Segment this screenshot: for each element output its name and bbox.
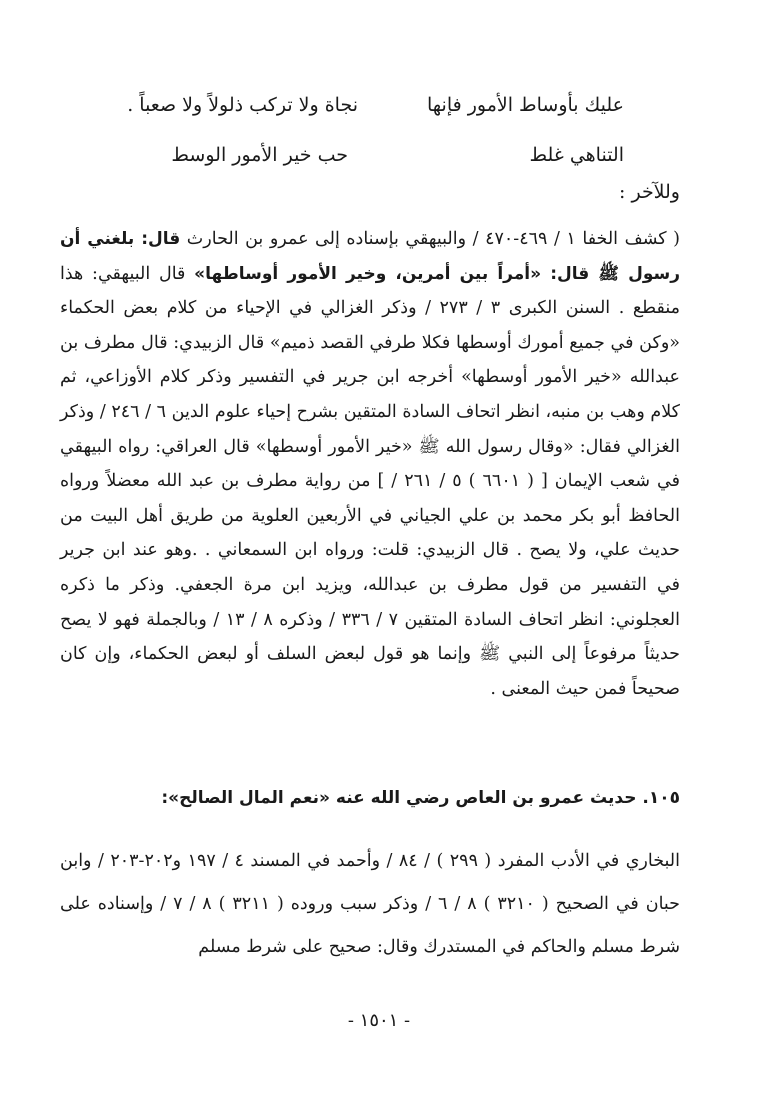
takhrij-text-start: ( كشف الخفا ١ / ٤٦٩-٤٧٠ / والبيهقي بإسناده إلى عمرو بن الحارث — [180, 229, 681, 249]
takhrij-text-rest: قال البيهقي: هذا منقطع . السنن الكبرى ٣ / ٢٧٣ / وذكر الغزالي في الإحياء من كلام بعض الحكماء «وكن في جميع أمورك أوسطها فكلا طرفي القصد ذميم» قال الزبيدي: قال مطرف بن عبدالله «خير الأمور أوسطها» أخرجه ابن جرير في التفسير وذكر كلام الأوزاعي، ثم كلام وهب بن منبه، انظر اتحاف السادة المتقين بشرح إحياء علوم الدين ٦ / ٢٤٦ / وذكر الغزالي فقال: «وقال رسول الله ﷺ «خير الأمور أوسطها» قال العراقي: رواه البيهقي في شعب الإيمان [ ( ٦٦٠١ ) ٥ / ٢٦١ / ] من رواية مطرف بن عبد الله معضلاً ورواه الحافظ أبو بكر محمد بن علي الجياني في الأربعين العلوية من طريق أهل البيت من حديث علي، ولا يصح . قال الزبيدي: قلت: ورواه ابن السمعاني . .وهو عند ابن جرير في التفسير من قول مطرف بن عبدالله، ويزيد ابن مرة الجعفي. وذكر ما ذكره العجلوني: انظر اتحاف السادة المتقين ٧ / ٣٣٦ / وذكره ٨ / ١٣ / وبالجملة فهو لا يصح حديثاً مرفوعاً إلى النبي ﷺ وإنما هو قول لبعض السلف أو لبعض الحكماء، وإن كان صحيحاً فمن حيث المعنى . — [60, 263, 681, 699]
poem-line2-first-hemistich: التناهي غلط — [529, 144, 624, 166]
poem-line2-second-hemistich: حب خير الأمور الوسط — [171, 144, 348, 166]
takhrij-paragraph — [60, 222, 680, 706]
poem-line1-first-hemistich: عليك بأوساط الأمور فإنها — [426, 94, 624, 116]
poem-line1-second-hemistich: نجاة ولا تركب ذلولاً ولا صعباً . — [127, 94, 358, 116]
other-poet-label: وللآخر : — [619, 181, 680, 203]
hadith-heading: ١٠٥. حديث عمرو بن العاص رضي الله عنه «نعم المال الصالح»: — [161, 788, 680, 808]
page-number: - ١٥٠١ - — [347, 1010, 411, 1031]
takhrij-bold-quote: قال: بلغني أن رسول ﷺ قال: «أمراً بين أمرين، وخير الأمور أوساطها» — [60, 229, 680, 284]
hadith-sources-paragraph: البخاري في الأدب المفرد ( ٢٩٩ ) / ٨٤ / وأحمد في المسند ٤ / ١٩٧ و٢٠٢-٢٠٣ / وابن حبان في الصحيح ( ٣٢١٠ ) ٨ / ٦ / وذكر سبب وروده ( ٣٢١١ ) ٨ / ٧ / وإسناده على شرط مسلم والحاكم في المستدرك وقال: صحيح على شرط مسلم — [60, 851, 680, 957]
